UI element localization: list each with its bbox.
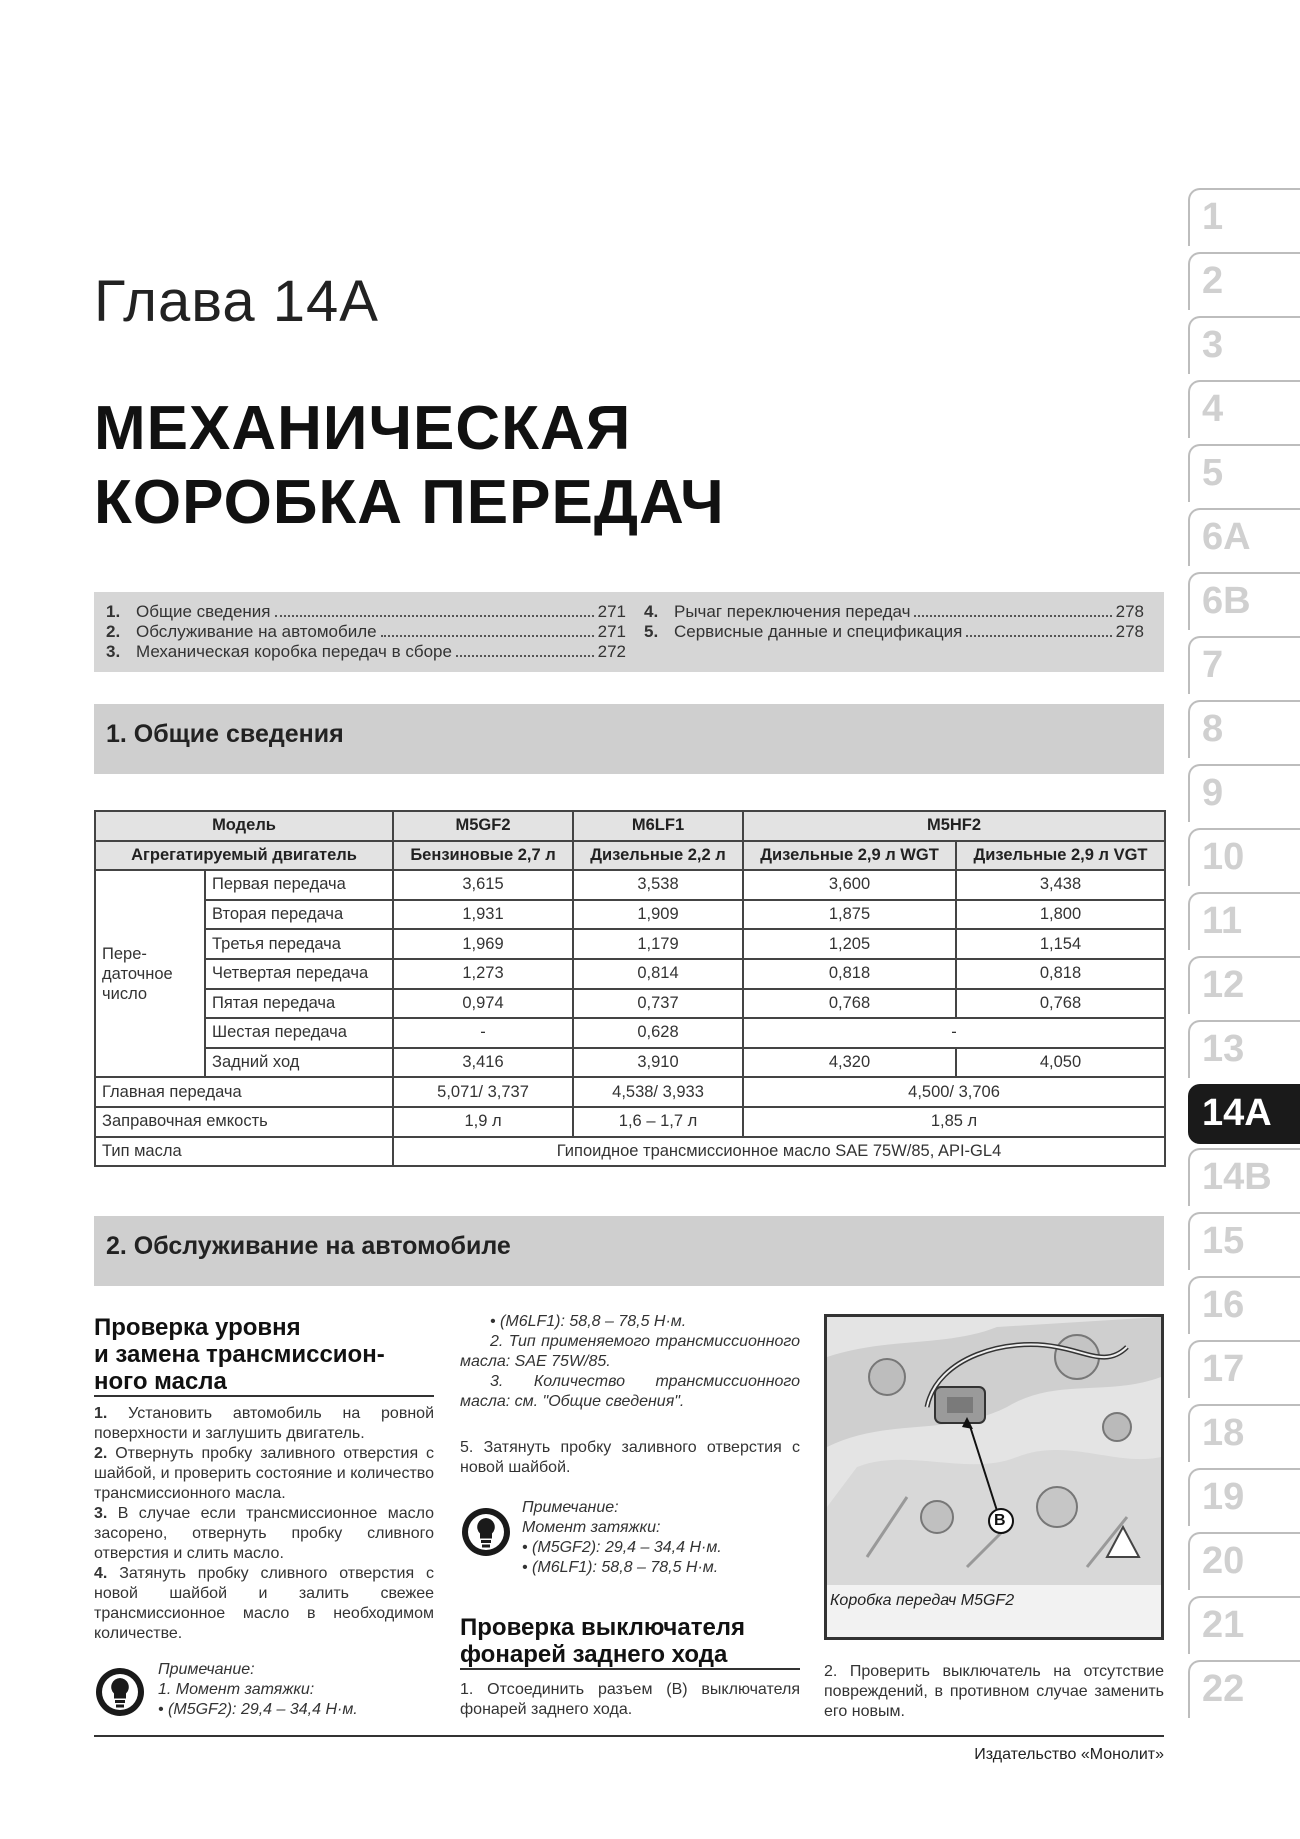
chapter-tab-label: 6B: [1202, 580, 1251, 622]
chapter-title-line-2: КОРОБКА ПЕРЕДАЧ: [94, 468, 725, 537]
chapter-tab-label: 1: [1202, 196, 1224, 238]
section-2-title: 2. Обслуживание на автомобиле: [106, 1232, 511, 1260]
cell-c2: 0,818: [956, 959, 1165, 989]
toc-item-page: 272: [597, 642, 626, 661]
step-number: 1.: [94, 1405, 108, 1422]
chapter-tab-13[interactable]: [1188, 1020, 1300, 1078]
heading-line: ного масла: [94, 1368, 434, 1397]
cell-c2: 4,050: [956, 1048, 1165, 1078]
callout-b-label: B: [994, 1512, 1006, 1529]
note-text: [522, 1518, 802, 1578]
toc-right-column: [644, 602, 1144, 642]
cell-a: 3,615: [393, 870, 573, 900]
chapter-tab-8[interactable]: [1188, 700, 1300, 758]
publisher-footer: Издательство «Монолит»: [974, 1746, 1164, 1763]
chapter-tab-14b[interactable]: [1188, 1148, 1300, 1206]
table-row: [95, 870, 1165, 900]
heading-line: Проверка выключателя: [460, 1614, 746, 1641]
chapter-tab-11[interactable]: [1188, 892, 1300, 950]
note-lightbulb-icon: [94, 1666, 146, 1718]
footer-divider: [94, 1735, 1164, 1737]
toc-item-title: Механическая коробка передач в сборе: [136, 642, 452, 661]
row-label: Заправочная емкость: [95, 1107, 393, 1137]
chapter-tab-21[interactable]: [1188, 1596, 1300, 1654]
cell-b: 3,910: [573, 1048, 743, 1078]
gear-name: Задний ход: [205, 1048, 393, 1078]
gear-name: Пятая передача: [205, 989, 393, 1019]
gear-name: Вторая передача: [205, 900, 393, 930]
chapter-tab-5[interactable]: [1188, 444, 1300, 502]
toc-item-page: 271: [597, 622, 626, 641]
cell-c: -: [743, 1018, 1165, 1048]
cell-a: 1,969: [393, 929, 573, 959]
chapter-tab-20[interactable]: [1188, 1532, 1300, 1590]
step-number: 3.: [94, 1505, 108, 1522]
step-paragraph: [94, 1504, 434, 1564]
cell-b: 1,179: [573, 929, 743, 959]
table-header-row: [95, 811, 1165, 841]
table-row: [95, 1137, 1165, 1167]
toc-leader-dots: [456, 642, 594, 657]
step-number: 2.: [94, 1445, 108, 1462]
cell-a: 1,931: [393, 900, 573, 930]
note-line: Момент затяжки:: [522, 1519, 661, 1536]
note-label: Примечание:: [158, 1661, 255, 1678]
step-number: 4.: [94, 1565, 108, 1582]
engine-a: Бензиновые 2,7 л: [393, 841, 573, 871]
toc-item-title: Обслуживание на автомобиле: [136, 622, 377, 641]
cell-c2: 1,800: [956, 900, 1165, 930]
switch-step-1: [460, 1680, 800, 1720]
step-text: Затянуть пробку сливного отверстия с новой шайбой и залить свежее трансмиссионное масло в необходимом количестве.: [94, 1565, 434, 1642]
note-line: 1. Момент затяжки:: [158, 1681, 315, 1698]
gear-ratio-group-label: [95, 870, 205, 1077]
chapter-tab-12[interactable]: [1188, 956, 1300, 1014]
table-row: [95, 1107, 1165, 1137]
chapter-tab-1[interactable]: [1188, 188, 1300, 246]
step-paragraph: [94, 1564, 434, 1644]
middle-note-continuation: [460, 1312, 800, 1412]
cell-b: 4,538/ 3,933: [573, 1077, 743, 1107]
note-line: 2. Тип применяемого трансмиссионного масла: SAE 75W/85.: [460, 1333, 800, 1370]
cell-c1: 4,320: [743, 1048, 956, 1078]
spec-table: [94, 810, 1166, 1167]
gear-name: Первая передача: [205, 870, 393, 900]
chapter-tab-2[interactable]: [1188, 252, 1300, 310]
chapter-tab-6b[interactable]: [1188, 572, 1300, 630]
chapter-tab-22[interactable]: [1188, 1660, 1300, 1718]
gear-name: Третья передача: [205, 929, 393, 959]
step-text: 1. Отсоединить разъем (B) выключателя фонарей заднего хода.: [460, 1681, 800, 1718]
table-row: [95, 1018, 1165, 1048]
cell-b: 0,737: [573, 989, 743, 1019]
note-line: • (M6LF1): 58,8 – 78,5 Н·м.: [490, 1313, 687, 1330]
chapter-tab-label: 4: [1202, 388, 1224, 430]
section-1-header: [94, 704, 1164, 774]
chapter-tab-label: 17: [1202, 1348, 1245, 1390]
toc-item-number: 1.: [106, 602, 121, 621]
cell-c1: 3,600: [743, 870, 956, 900]
table-row: [95, 1077, 1165, 1107]
note-label: Примечание:: [522, 1499, 619, 1516]
chapter-tab-7[interactable]: [1188, 636, 1300, 694]
toc-item[interactable]: [644, 602, 1144, 622]
chapter-title: [94, 392, 725, 540]
cell-a: 1,9 л: [393, 1107, 573, 1137]
cell-c1: 0,818: [743, 959, 956, 989]
note-text: [158, 1680, 448, 1720]
note-line: • (M5GF2): 29,4 – 34,4 Н·м.: [158, 1701, 358, 1718]
toc-item[interactable]: [106, 642, 626, 662]
chapter-tab-3[interactable]: [1188, 316, 1300, 374]
chapter-tab-9[interactable]: [1188, 764, 1300, 822]
step-text: Установить автомобиль на ровной поверхности и заглушить двигатель.: [94, 1405, 435, 1442]
note-line: • (M6LF1): 58,8 – 78,5 Н·м.: [522, 1559, 719, 1576]
gearbox-illustration: [827, 1317, 1161, 1585]
figure-caption: Коробка передач M5GF2: [830, 1592, 1015, 1609]
toc-leader-dots: [275, 602, 594, 617]
note-lightbulb-icon: [460, 1506, 512, 1558]
engine-b: Дизельные 2,2 л: [573, 841, 743, 871]
chapter-tab-6a[interactable]: [1188, 508, 1300, 566]
toc-item-number: 5.: [644, 622, 659, 641]
cell-b: 3,538: [573, 870, 743, 900]
table-row: [95, 959, 1165, 989]
chapter-tab-17[interactable]: [1188, 1340, 1300, 1398]
header-model-b: M6LF1: [573, 811, 743, 841]
toc-item[interactable]: [106, 602, 626, 622]
cell-c1: 1,205: [743, 929, 956, 959]
chapter-tab-label: 3: [1202, 324, 1224, 366]
header-model-a: M5GF2: [393, 811, 573, 841]
cell-c: 4,500/ 3,706: [743, 1077, 1165, 1107]
heading-line: фонарей заднего хода: [460, 1641, 800, 1670]
oil-type-value: Гипоидное трансмиссионное масло SAE 75W/85, API-GL4: [393, 1137, 1165, 1167]
toc-item-title: Рычаг переключения передач: [674, 602, 911, 621]
toc-item[interactable]: [644, 622, 1144, 642]
chapter-tab-label: 8: [1202, 708, 1224, 750]
cell-c1: 0,768: [743, 989, 956, 1019]
toc-item-page: 278: [1115, 622, 1144, 641]
chapter-tab-label: 22: [1202, 1668, 1245, 1710]
cell-a: 3,416: [393, 1048, 573, 1078]
table-header-row: [95, 841, 1165, 871]
heading-line: Проверка уровня: [94, 1314, 301, 1341]
cell-c2: 0,768: [956, 989, 1165, 1019]
chapter-tab-label: 2: [1202, 260, 1224, 302]
oil-check-heading: [94, 1314, 434, 1397]
toc-item-page: 278: [1115, 602, 1144, 621]
switch-step-2: [824, 1662, 1164, 1722]
step-5: [460, 1438, 800, 1478]
chapter-tab-label: 20: [1202, 1540, 1245, 1582]
chapter-title-line-1: МЕХАНИЧЕСКАЯ: [94, 394, 632, 463]
row-label: Главная передача: [95, 1077, 393, 1107]
cell-c1: 1,875: [743, 900, 956, 930]
cell-a: 1,273: [393, 959, 573, 989]
group-label-line: Пере-: [102, 944, 147, 963]
toc-leader-dots: [966, 622, 1111, 637]
header-engine: Агрегатируемый двигатель: [95, 841, 393, 871]
toc-item-number: 2.: [106, 622, 121, 641]
group-label-line: число: [102, 984, 148, 1003]
step-text: В случае если трансмиссионное масло засорено, отвернуть пробку сливного отверстия и слить масло.: [94, 1505, 435, 1562]
header-model-c: M5HF2: [743, 811, 1165, 841]
group-label-line: даточное: [102, 964, 173, 983]
chapter-tab-label: 15: [1202, 1220, 1245, 1262]
heading-line: и замена трансмиссион-: [94, 1341, 385, 1368]
step-text: 2. Проверить выключатель на отсутствие повреждений, в противном случае заменить его новым.: [824, 1663, 1164, 1720]
table-row: [95, 989, 1165, 1019]
gear-name: Шестая передача: [205, 1018, 393, 1048]
oil-check-steps: [94, 1404, 434, 1644]
section-2-header: [94, 1216, 1164, 1286]
section-1-title: 1. Общие сведения: [106, 720, 344, 748]
chapter-tab-label: 16: [1202, 1284, 1245, 1326]
cell-a: 5,071/ 3,737: [393, 1077, 573, 1107]
toc-item-title: Общие сведения: [136, 602, 271, 621]
chapter-tab-label: 14A: [1202, 1092, 1272, 1134]
cell-c2: 3,438: [956, 870, 1165, 900]
cell-a: -: [393, 1018, 573, 1048]
engine-c2: Дизельные 2,9 л VGT: [956, 841, 1165, 871]
chapter-tab-4[interactable]: [1188, 380, 1300, 438]
cell-c2: 1,154: [956, 929, 1165, 959]
cell-b: 0,814: [573, 959, 743, 989]
step-paragraph: [94, 1404, 434, 1444]
table-row: [95, 1048, 1165, 1078]
table-row: [95, 929, 1165, 959]
gear-name: Четвертая передача: [205, 959, 393, 989]
header-model: Модель: [95, 811, 393, 841]
step-text: 5. Затянуть пробку заливного отверстия с новой шайбой.: [460, 1439, 800, 1476]
cell-a: 0,974: [393, 989, 573, 1019]
chapter-tab-label: 12: [1202, 964, 1245, 1006]
chapter-tab-label: 21: [1202, 1604, 1245, 1646]
row-label: Тип масла: [95, 1137, 393, 1167]
cell-b: 1,909: [573, 900, 743, 930]
cell-b: 0,628: [573, 1018, 743, 1048]
reverse-switch-heading: [460, 1614, 800, 1670]
toc-item-title: Сервисные данные и спецификация: [674, 622, 963, 641]
step-paragraph: [94, 1444, 434, 1504]
chapter-tab-label: 11: [1202, 900, 1243, 942]
chapter-tab-label: 14B: [1202, 1156, 1272, 1198]
engine-c1: Дизельные 2,9 л WGT: [743, 841, 956, 871]
chapter-label: Глава 14А: [94, 269, 379, 334]
note-line: 3. Количество трансмиссионного масла: см. "Общие сведения".: [460, 1373, 800, 1410]
chapter-tab-14a[interactable]: [1188, 1084, 1300, 1144]
chapter-tab-15[interactable]: [1188, 1212, 1300, 1270]
chapter-tab-label: 5: [1202, 452, 1224, 494]
toc-item-number: 4.: [644, 602, 659, 621]
toc-leader-dots: [381, 622, 594, 637]
toc-item-number: 3.: [106, 642, 121, 661]
table-of-contents: [94, 592, 1164, 672]
chapter-tab-label: 13: [1202, 1028, 1245, 1070]
step-text: Отвернуть пробку заливного отверстия с шайбой, и проверить состояние и количество трансмиссионного масла.: [94, 1445, 434, 1502]
chapter-tab-10[interactable]: [1188, 828, 1300, 886]
chapter-tab-16[interactable]: [1188, 1276, 1300, 1334]
chapter-tab-label: 19: [1202, 1476, 1245, 1518]
chapter-tab-label: 18: [1202, 1412, 1245, 1454]
table-row: [95, 900, 1165, 930]
chapter-tab-label: 6A: [1202, 516, 1251, 558]
chapter-tab-label: 10: [1202, 836, 1245, 878]
toc-left-column: [106, 602, 626, 662]
chapter-tab-label: 7: [1202, 644, 1224, 686]
toc-item-page: 271: [597, 602, 626, 621]
chapter-tab-19[interactable]: [1188, 1468, 1300, 1526]
toc-item[interactable]: [106, 622, 626, 642]
toc-leader-dots: [914, 602, 1111, 617]
note-line: • (M5GF2): 29,4 – 34,4 Н·м.: [522, 1539, 722, 1556]
chapter-tab-18[interactable]: [1188, 1404, 1300, 1462]
chapter-tab-label: 9: [1202, 772, 1224, 814]
cell-c: 1,85 л: [743, 1107, 1165, 1137]
cell-b: 1,6 – 1,7 л: [573, 1107, 743, 1137]
